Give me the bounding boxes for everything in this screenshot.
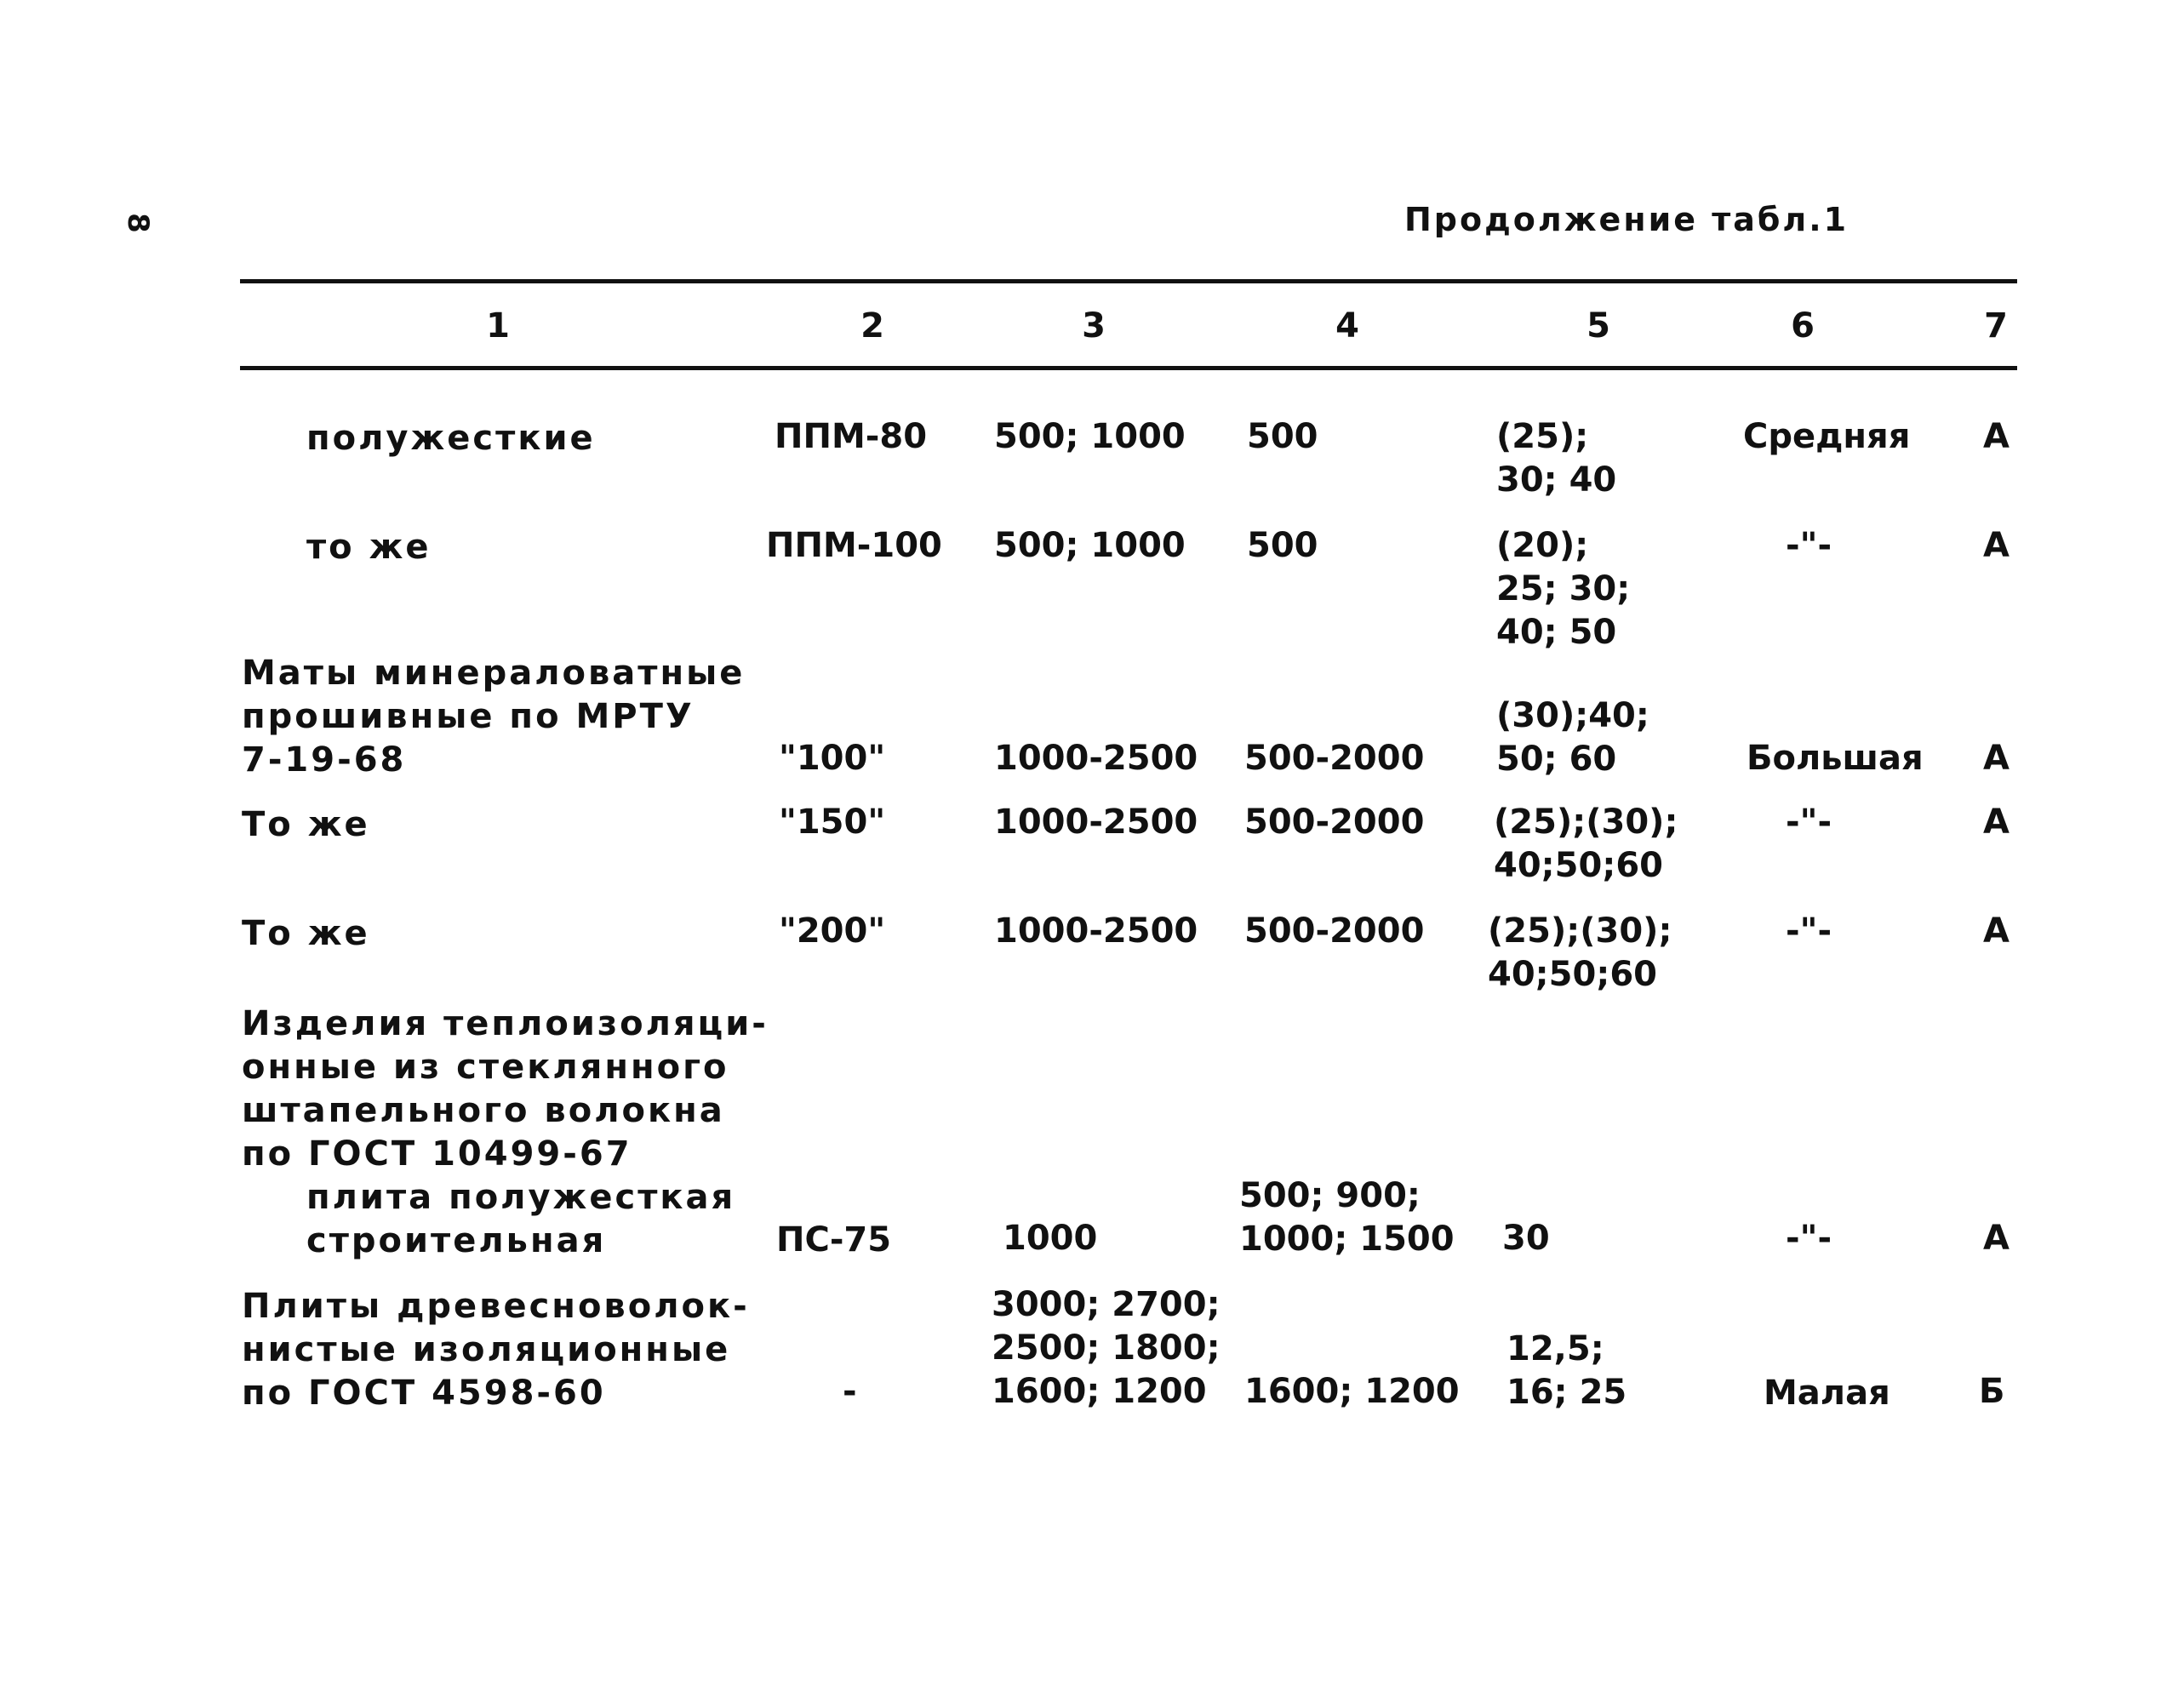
grade-cell: ППМ-100 [766,526,942,565]
width-cell: 500 [1247,417,1318,456]
width-cell: 500 [1247,526,1318,565]
thickness-cell: 12,5; 16; 25 [1506,1329,1627,1412]
width-cell: 500-2000 [1244,739,1425,778]
width-cell: 500; 900; 1000; 1500 [1239,1176,1455,1259]
column-header-7: 7 [1984,306,2008,346]
category-cell: -"- [1786,1219,1832,1258]
grade-cell: - [843,1372,857,1411]
length-cell: 500; 1000 [994,526,1186,565]
category-cell: Большая [1747,739,1924,778]
material-cell: то же [306,528,432,567]
category-cell: -"- [1786,526,1832,565]
thickness-cell: 30 [1502,1219,1550,1258]
column-header-3: 3 [1082,306,1106,346]
column-header-1: 1 [486,306,510,346]
table-top-rule [240,279,2017,283]
category-cell: Малая [1764,1374,1890,1413]
grade-cell: ППМ-80 [775,417,928,456]
material-cell: Изделия теплоизоляци- онные из стеклянного штапельного волокна по ГОСТ 10499-67 [242,1004,769,1174]
page-number: 8 [120,213,155,233]
length-cell: 500; 1000 [994,417,1186,456]
grade-cell: "150" [779,803,886,842]
length-cell: 3000; 2700; 2500; 1800; 1600; 1200 [992,1285,1221,1411]
width-cell: 500-2000 [1244,803,1425,842]
group-cell: Б [1979,1372,2005,1411]
material-cell: То же [242,914,370,953]
thickness-cell: (25);(30); 40;50;60 [1494,803,1678,885]
category-cell: -"- [1786,911,1832,951]
column-header-6: 6 [1791,306,1815,346]
length-cell: 1000-2500 [994,739,1198,778]
length-cell: 1000-2500 [994,803,1198,842]
material-cell: Маты минераловатные прошивные по МРТУ 7-19-68 [242,654,746,780]
width-cell: 500-2000 [1244,911,1425,951]
material-cell: Плиты древесноволок- нистые изоляционные по ГОСТ 4598-60 [242,1287,750,1413]
column-header-4: 4 [1335,306,1359,346]
grade-cell: ПС-75 [776,1220,892,1260]
column-header-2: 2 [860,306,884,346]
material-cell: полужесткие [306,419,596,458]
width-cell: 1600; 1200 [1244,1372,1460,1411]
length-cell: 1000-2500 [994,911,1198,951]
thickness-cell: (30);40; 50; 60 [1496,696,1649,779]
group-cell: А [1983,1219,2010,1258]
grade-cell: "200" [779,911,886,951]
material-cell: То же [242,805,370,844]
thickness-cell: (25); 30; 40 [1496,417,1617,500]
category-cell: Средняя [1743,417,1911,456]
group-cell: А [1983,417,2010,456]
thickness-cell: (20); 25; 30; 40; 50 [1496,526,1631,652]
group-cell: А [1983,803,2010,842]
group-cell: А [1983,526,2010,565]
group-cell: А [1983,911,2010,951]
category-cell: -"- [1786,803,1832,842]
table-header-rule [240,366,2017,370]
group-cell: А [1983,739,2010,778]
table-caption: Продолжение табл.1 [1404,201,1849,238]
thickness-cell: (25);(30); 40;50;60 [1488,911,1672,994]
material-cell: плита полужесткая строительная [306,1178,736,1260]
column-header-5: 5 [1586,306,1610,346]
grade-cell: "100" [779,739,886,778]
length-cell: 1000 [1003,1219,1098,1258]
